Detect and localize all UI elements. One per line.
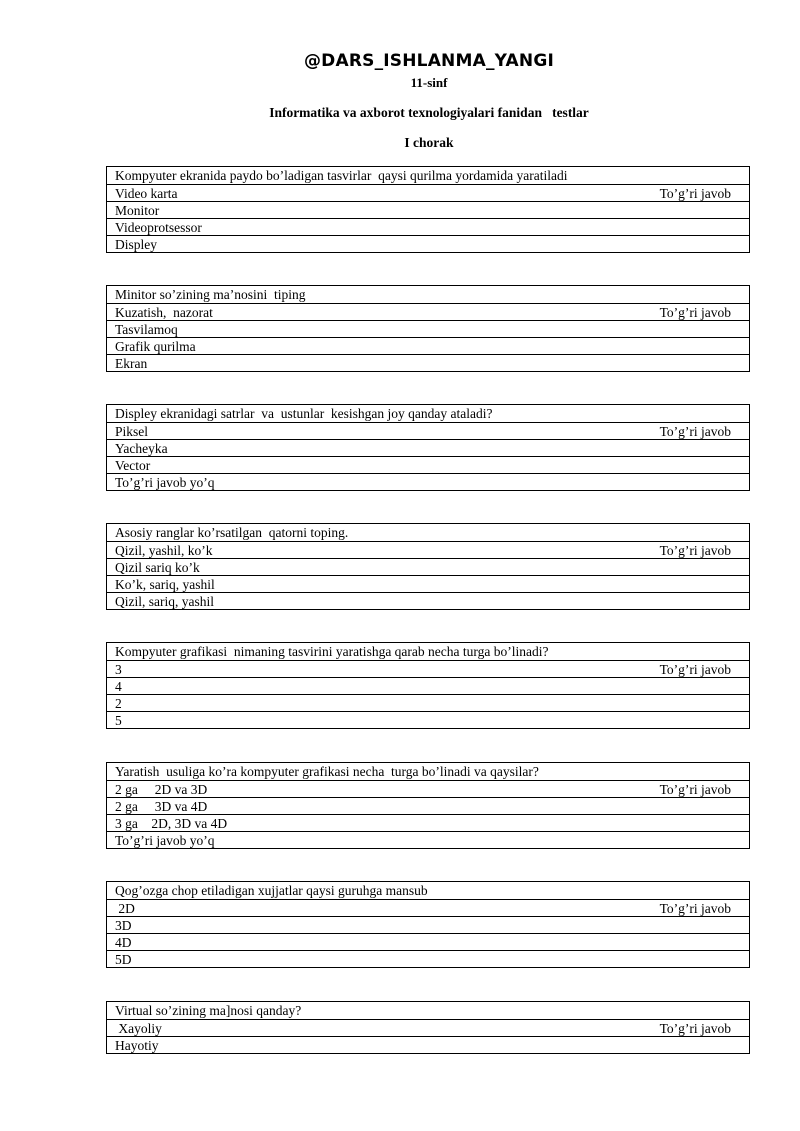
answer-option: Ko’k, sariq, yashil bbox=[107, 575, 749, 592]
question-text: Kompyuter ekranida paydo bo’ladigan tasvirlar qaysi qurilma yordamida yaratiladi bbox=[115, 168, 568, 183]
answer-option: 3 ga 2D, 3D va 4D bbox=[107, 814, 749, 831]
answer-option: 2 bbox=[107, 694, 749, 711]
correct-answer-label: To’g’ri javob bbox=[659, 305, 731, 320]
question-block-1 bbox=[106, 166, 750, 253]
question-block-8 bbox=[106, 1001, 750, 1054]
answer-option: 5D bbox=[107, 950, 749, 967]
answer-option: Qizil, sariq, yashil bbox=[107, 592, 749, 609]
answer-option: Piksel To’g’ri javob bbox=[107, 422, 749, 439]
correct-answer-label: To’g’ri javob bbox=[659, 662, 731, 677]
answer-option: 2 ga 2D va 3D To’g’ri javob bbox=[107, 780, 749, 797]
answer-option: Grafik qurilma bbox=[107, 337, 749, 354]
answer-option: Yacheyka bbox=[107, 439, 749, 456]
answer-option: Video karta To’g’ri javob bbox=[107, 184, 749, 201]
answer-option: Qizil, yashil, ko’k To’g’ri javob bbox=[107, 541, 749, 558]
question-block-2 bbox=[106, 285, 750, 372]
answer-option: Tasvilamoq bbox=[107, 320, 749, 337]
answer-option: Videoprotsessor bbox=[107, 218, 749, 235]
answer-option: Qizil sariq ko’k bbox=[107, 558, 749, 575]
grade-label: 11-sinf bbox=[410, 75, 448, 90]
question-block-7 bbox=[106, 881, 750, 968]
question-block-4 bbox=[106, 523, 750, 610]
question-text: Qog’ozga chop etiladigan xujjatlar qaysi guruhga mansub bbox=[115, 883, 428, 898]
answer-option: 4 bbox=[107, 677, 749, 694]
answer-option: 3D bbox=[107, 916, 749, 933]
answer-option: To’g’ri javob yo’q bbox=[107, 831, 749, 848]
question-text: Yaratish usuliga ko’ra kompyuter grafikasi necha turga bo’linadi va qaysilar? bbox=[115, 764, 539, 779]
quarter-label: I chorak bbox=[404, 135, 454, 150]
answer-option: Monitor bbox=[107, 201, 749, 218]
correct-answer-label: To’g’ri javob bbox=[659, 424, 731, 439]
question-block-5 bbox=[106, 642, 750, 729]
question-block-3 bbox=[106, 404, 750, 491]
question-text: Asosiy ranglar ko’rsatilgan qatorni toping. bbox=[115, 525, 349, 540]
answer-option: Hayotiy bbox=[107, 1036, 749, 1053]
answer-option: Kuzatish, nazorat To’g’ri javob bbox=[107, 303, 749, 320]
question-text: Virtual so’zining ma]nosi qanday? bbox=[115, 1003, 302, 1018]
channel-title: @DARS_ISHLANMA_YANGI bbox=[303, 51, 555, 71]
question-text: Kompyuter grafikasi nimaning tasvirini yaratishga qarab necha turga bo’linadi? bbox=[115, 644, 549, 659]
answer-option: 2D To’g’ri javob bbox=[107, 899, 749, 916]
correct-answer-label: To’g’ri javob bbox=[659, 1021, 731, 1036]
question-text: Minitor so’zining ma’nosini tiping bbox=[115, 287, 306, 302]
question-block-6 bbox=[106, 762, 750, 849]
answer-option: Ekran bbox=[107, 354, 749, 371]
answer-option: Xayoliy To’g’ri javob bbox=[107, 1019, 749, 1036]
answer-option: 5 bbox=[107, 711, 749, 728]
question-text: Displey ekranidagi satrlar va ustunlar kesishgan joy qanday ataladi? bbox=[115, 406, 493, 421]
answer-option: Displey bbox=[107, 235, 749, 252]
correct-answer-label: To’g’ri javob bbox=[659, 901, 731, 916]
subject-title: Informatika va axborot texnologiyalari fanidan testlar bbox=[269, 105, 589, 120]
answer-option: To’g’ri javob yo’q bbox=[107, 473, 749, 490]
answer-option: 4D bbox=[107, 933, 749, 950]
correct-answer-label: To’g’ri javob bbox=[659, 543, 731, 558]
answer-option: 3 To’g’ri javob bbox=[107, 660, 749, 677]
answer-option: 2 ga 3D va 4D bbox=[107, 797, 749, 814]
correct-answer-label: To’g’ri javob bbox=[659, 186, 731, 201]
correct-answer-label: To’g’ri javob bbox=[659, 782, 731, 797]
answer-option: Vector bbox=[107, 456, 749, 473]
